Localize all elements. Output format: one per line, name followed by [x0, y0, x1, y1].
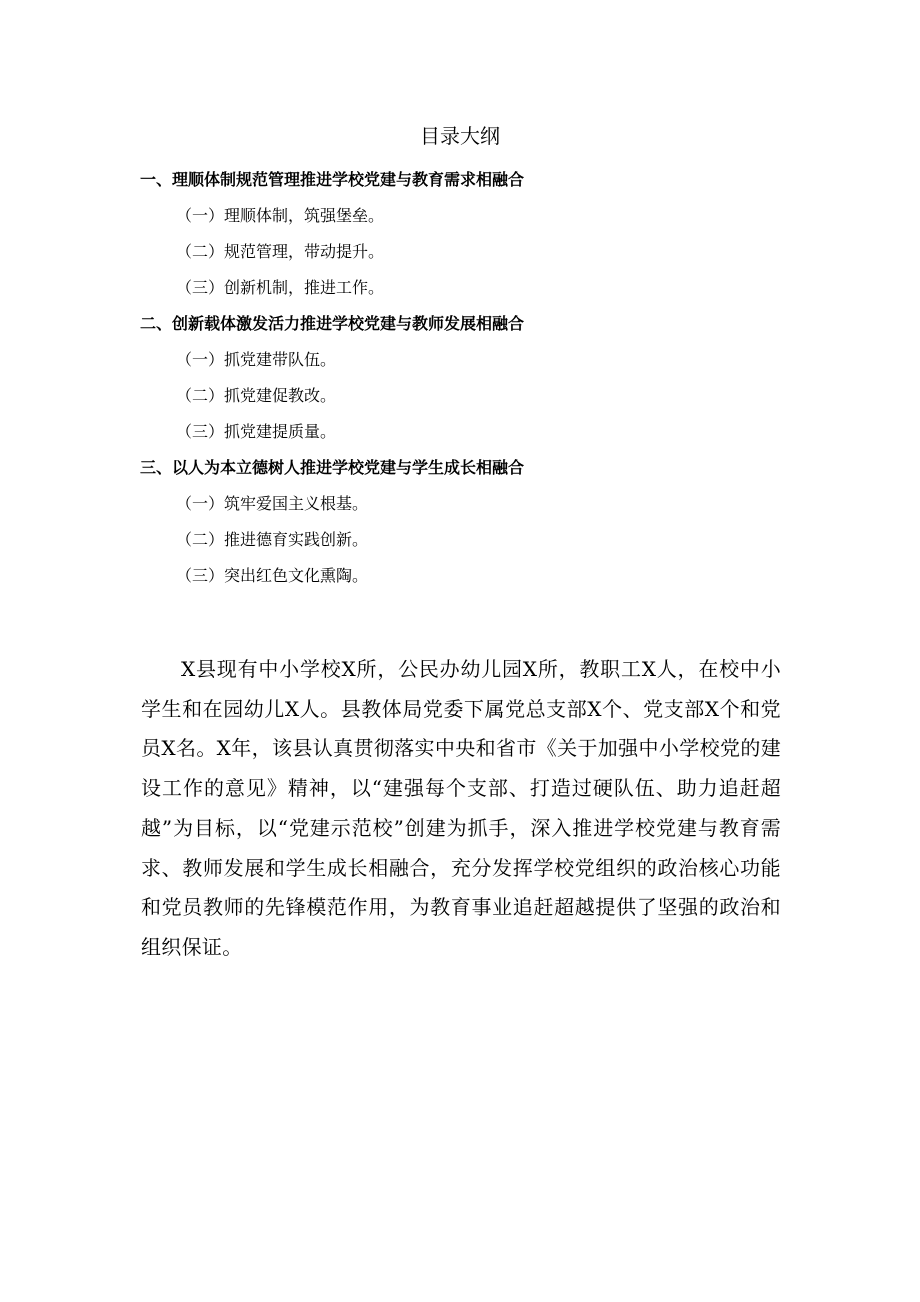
toc-subitems — [140, 342, 820, 450]
toc-subitem: （一）抓党建带队伍。 — [176, 350, 337, 369]
toc-subitem: （一）筑牢爱国主义根基。 — [176, 494, 369, 513]
toc-subitem: （二）推进德育实践创新。 — [176, 530, 369, 549]
toc-subitem: （一）理顺体制，筑强堡垒。 — [176, 206, 385, 225]
toc-section-1 — [140, 162, 820, 306]
toc-section-heading: 一、理顺体制规范管理推进学校党建与教育需求相融合 — [140, 170, 525, 189]
toc-subitems — [140, 486, 820, 594]
toc-subitem: （三）创新机制，推进工作。 — [176, 278, 385, 297]
intro-paragraph: X县现有中小学校X所，公民办幼儿园X所，教职工X人，在校中小学生和在园幼儿X人。县教体局党委下属党总支部X个、党支部X个和党员X名。X年，该县认真贯彻落实中央和省市《关于加强中小学校党的建设工作的意见》精神，以“建强每个支部、打造过硬队伍、助力追赶超越”为目标，以“党建示范校”创建为抓手，深入推进学校党建与教育需求、教师发展和学生成长相融合，充分发挥学校党组织的政治核心功能和党员教师的先锋模范作用，为教育事业追赶超越提供了坚强的政治和组织保证。 — [141, 657, 781, 959]
table-of-contents — [140, 162, 820, 594]
toc-section-3 — [140, 450, 820, 594]
toc-subitem: （三）突出红色文化熏陶。 — [176, 566, 369, 585]
toc-section-heading: 三、以人为本立德树人推进学校党建与学生成长相融合 — [140, 458, 525, 477]
toc-subitem: （三）抓党建提质量。 — [176, 422, 337, 441]
toc-title: 目录大纲 — [420, 124, 500, 148]
toc-section-2 — [140, 306, 820, 450]
toc-subitem: （二）抓党建促教改。 — [176, 386, 337, 405]
toc-section-heading: 二、创新载体激发活力推进学校党建与教师发展相融合 — [140, 314, 525, 333]
toc-subitems — [140, 198, 820, 306]
toc-subitem: （二）规范管理，带动提升。 — [176, 242, 385, 261]
